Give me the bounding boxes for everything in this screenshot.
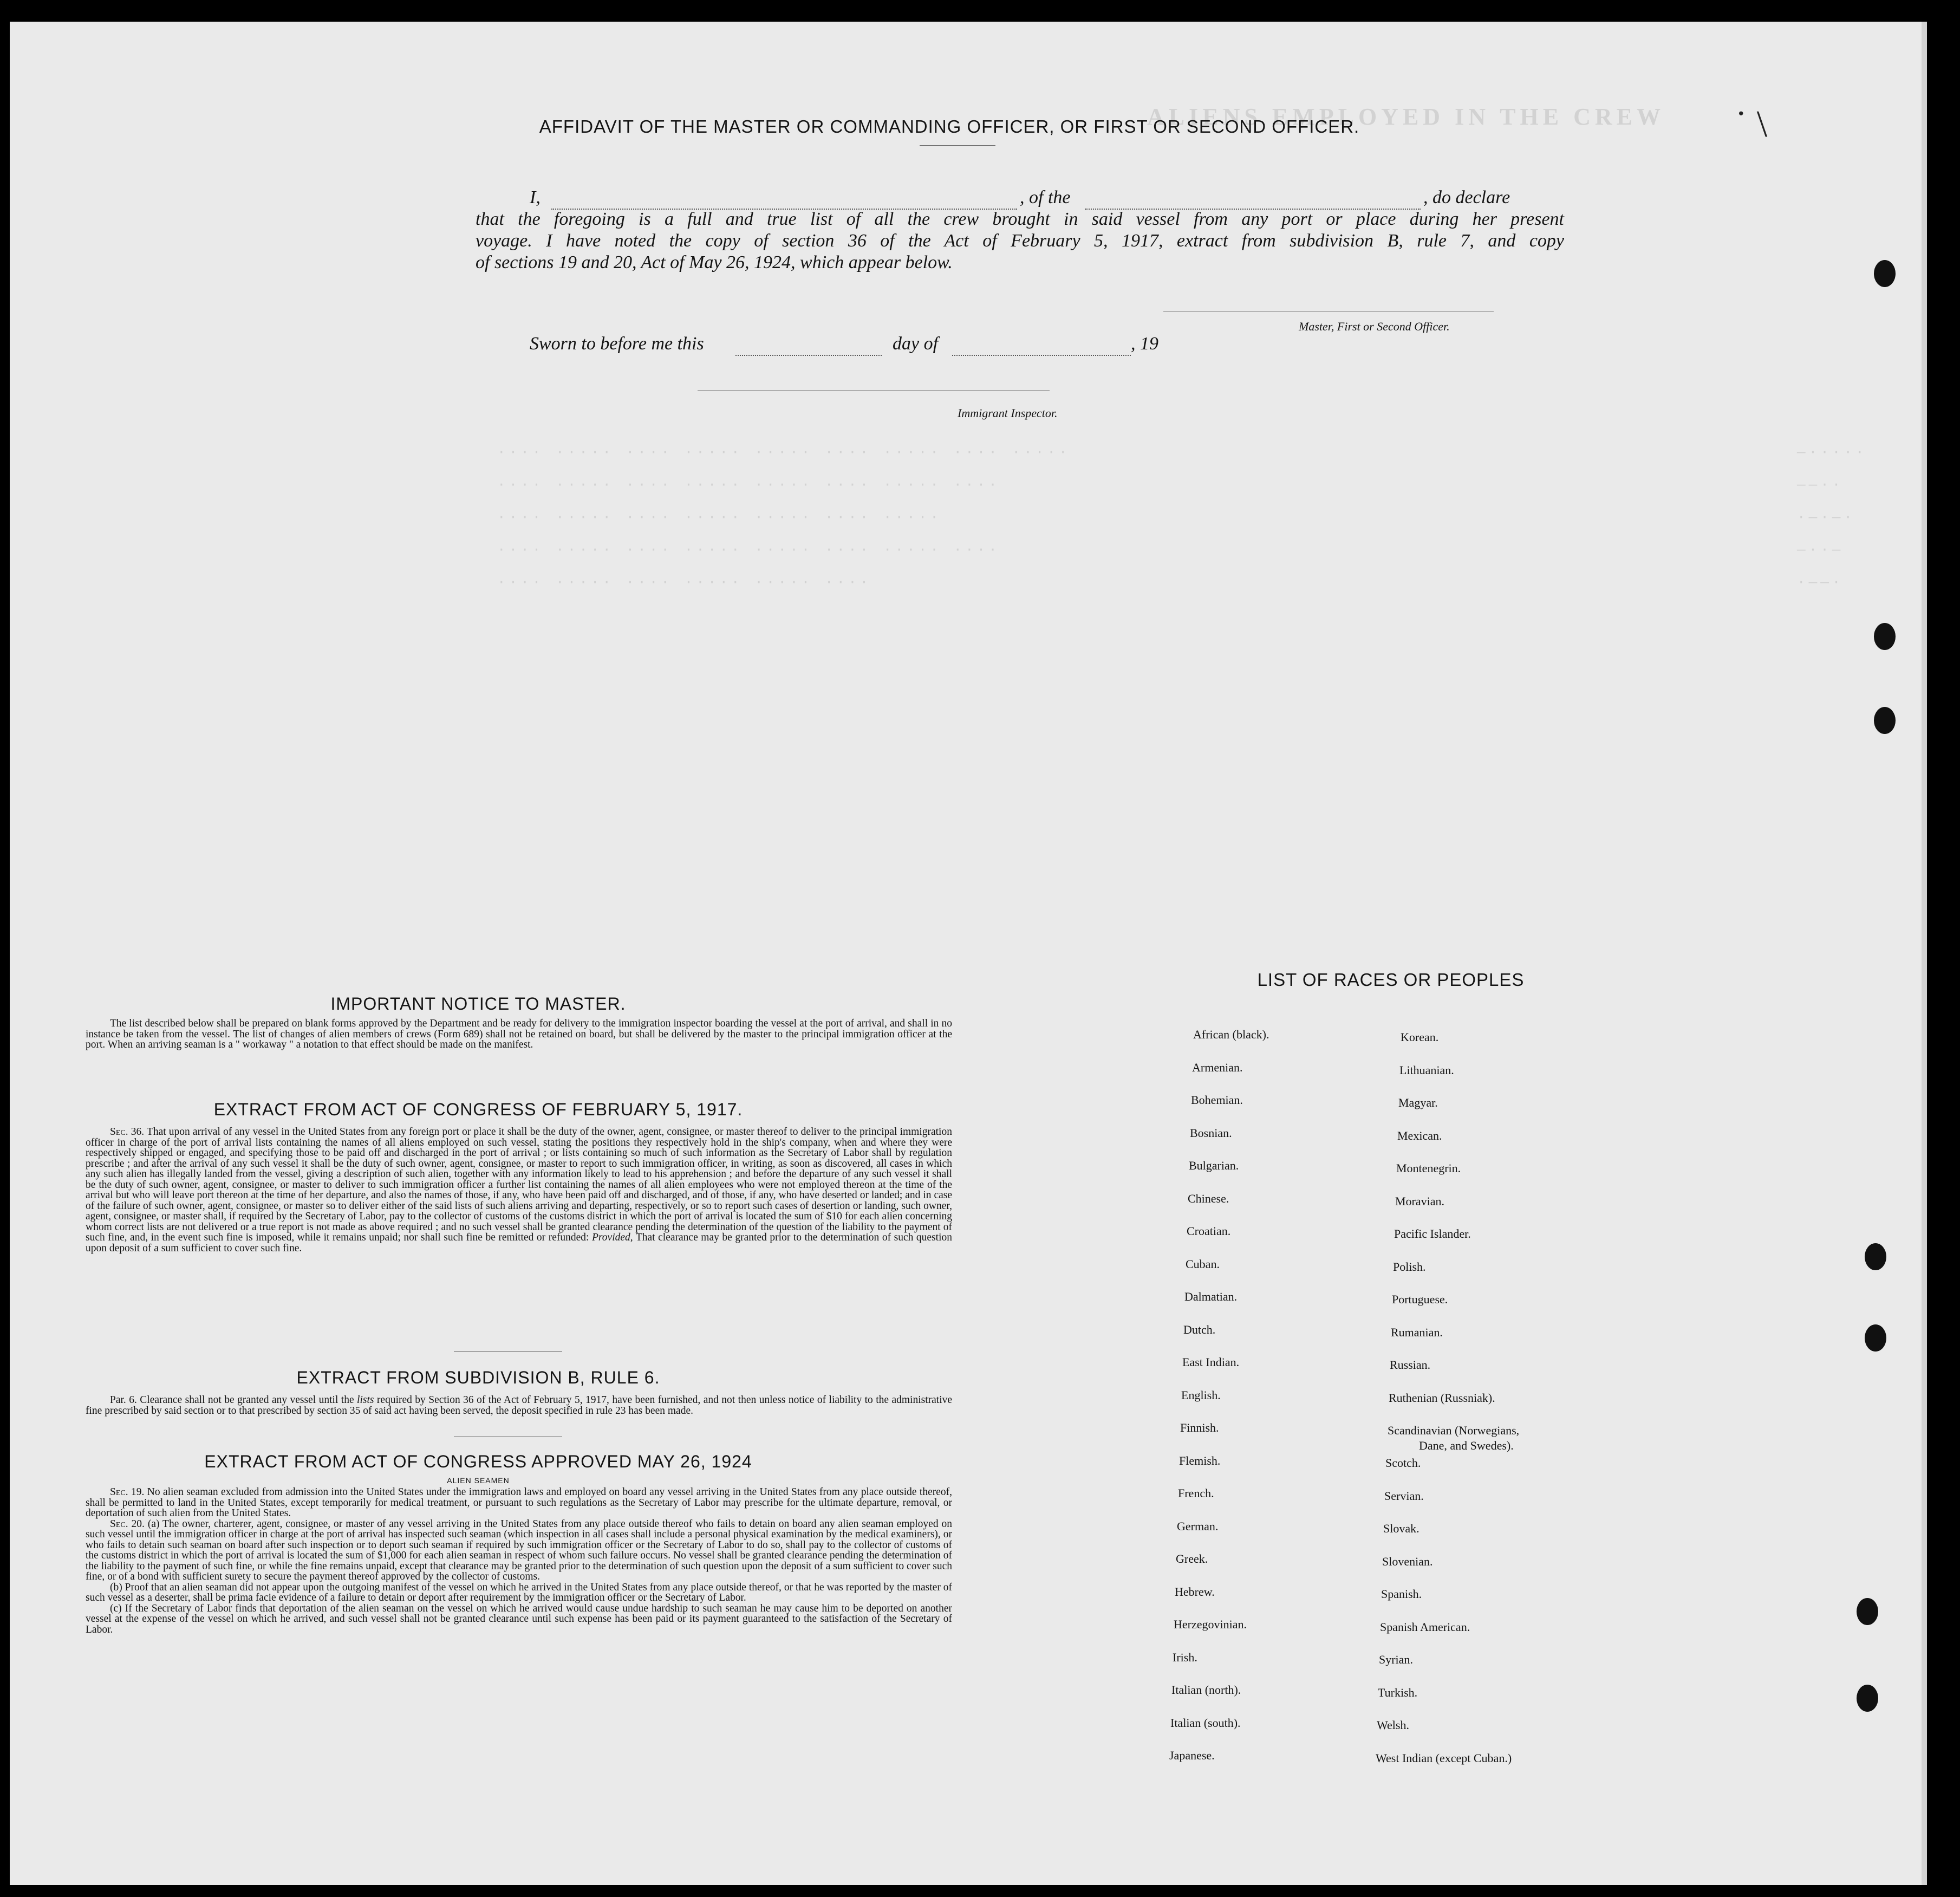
race-item: Rumanian. (1391, 1325, 1443, 1339)
race-item: East Indian. (1182, 1355, 1240, 1369)
affidavit-line1-end: , do declare (1423, 187, 1510, 207)
extract-1917-title: EXTRACT FROM ACT OF CONGRESS OF FEBRUARY 5, 1917. (213, 1100, 743, 1119)
sworn-month-line[interactable] (952, 355, 1131, 356)
race-item: Italian (south). (1170, 1716, 1241, 1730)
signature-line[interactable] (1163, 311, 1494, 312)
extract-1924-title: EXTRACT FROM ACT OF CONGRESS APPROVED MAY 26, 1924 (204, 1452, 752, 1471)
race-item: Slovak. (1383, 1522, 1419, 1535)
sec36-label: Sec. 36. (110, 1126, 145, 1138)
sec20c-text: (c) If the Secretary of Labor finds that deportation of the alien seaman on the vessel on which he arrived would cause undue hardship to such seaman he may cause him to be deported on another vessel at the expense of the vessel on which he arrived, and such vessel shall not be granted clearance until such expense has been paid or its payment guaranteed to the satisfaction of the Secretary of Labor. (86, 1602, 952, 1635)
rule6-body (86, 1395, 952, 1416)
race-item: Bulgarian. (1189, 1159, 1239, 1172)
handwritten-mark: ˙ \ (1735, 103, 1768, 145)
sworn-prefix: Sworn to before me this (530, 334, 704, 354)
bleed-through: ALIENS EMPLOYED IN THE CREW (1147, 103, 1665, 130)
race-item: French. (1178, 1486, 1214, 1500)
race-item: Spanish American. (1380, 1620, 1470, 1634)
rule6-text-a: Par. 6. Clearance shall not be granted any vessel until the (110, 1394, 354, 1406)
manifest-sheet: ALIENS EMPLOYED IN THE CREW —····· ——·· ·—·—· —··— ·——· ···· ····· ···· ····· ····· ···· ····· ···· ····· ···· ····· ···· ····· ····· ···· ····· ···· ···· ····· ···· ····· ····· ···· ····· ···· ····· ···· ····· ····· ···· ····· ···· ···· ····· ···· ····· ····· ···· AFFIDAVIT OF THE MASTER OR COMMANDING OFFICER, OR FIRST OR SECOND OFFICER. I, , of the , do declare that the foregoing is a full and true list of all the crew brought in said vessel from any port or place during her present voyage. I have noted the copy of section 36 of the Act of February 5, 1917, extract from subdivision B, rule 7, and copy of sections 19 and 20, Act of May 26, 1924, which appear below. Master, First or Second Officer. Sworn to before me this day of , 19 Immigrant Inspector. IMPORTANT NOTICE TO MASTER. The list described below shall be prepared on blank forms approved by the Department and be ready for delivery to the immigration inspector boarding the vessel at the port of arrival, and shall in no instance be taken from the vessel. The list of changes of alien members of crews (Form 689) shall not be retained on board, but shall be delivered by the master to the principal immigration officer at the port. When an arriving seaman is a " workaway " a notation to that effect should be made on the manifest. EXTRACT FROM ACT OF CONGRESS OF FEBRUARY 5, 1917. Sec. 36. That upon arrival of any vessel in the United States from any foreign port or place it shall be the duty of the owner, agent, consignee, or master thereof to deliver to the principal immigration officer in charge of the port of arrival lists containing the names of all aliens employed on such vessel, stating the positions they respectively hold in the ship's company, when and where they were respectively shipped or engaged, and specifying those to be paid off and discharged in the port of arrival ; or lists containing so much of such information as the Secretary of Labor shall by regulation prescribe ; and after the arrival of any such vessel it shall be the duty of such owner, agent, consignee, or master to report to such immigration officer, in writing, as soon as discovered, all cases in which any such alien has illegally landed from the vessel, giving a description of such alien, together with any information likely to lead to his apprehension ; and before the departure of any such vessel it shall be the duty of such owner, agent, consignee, or master to deliver to such immigration officer a further list containing the names of all alien employees who were not employed thereon at the time of the arrival but who will leave port thereon at the time of her departure, and also the names of those, if any, who have been paid off and discharged, and of those, if any, who have deserted or landed; and in case of the failure of such owner, agent, consignee, or master so to deliver either of the said lists of such aliens arriving and departing, respectively, or so to report such cases of desertion or landing, such owner, agent, consignee, or master shall, if required by the Secretary of Labor, pay to the collector of customs of the customs district in which the port of arrival is located the sum of $10 for each alien concerning whom correct lists are not delivered or a true report is not made as above required ; and no such vessel shall be granted clearance pending the determination of the question of the liability to the payment of such fine, and, in the event such fine is imposed, while it remains unpaid; nor shall such fine be remitted or refunded: Provided, That clearance may be granted prior to the determination of such question upon deposit of a sum sufficient to cover such fine. EXTRACT FROM SUBDIVISION B, RULE 6. Par. 6. Clearance shall not be granted any vessel until the lists required by Section 36 of the Act of February 5, 1917, have been furnished, and not then unless notice of liability to the administrative fine prescribed by said section or to that prescribed by section 35 of said act having been served, the deposit specified in rule 23 has been made. EXTRACT FROM ACT OF CONGRESS APPROVED MAY 26, 1924 ALIEN SEAMEN Sec. 19. No alien seaman excluded from admission into the United States under the immigration laws and employed on board any vessel arriving in the United States from any place outside thereof, shall be permitted to land in the United States, except temporarily for medical treatment, or pursuant to such regulations as the Secretary of Labor may prescribe for the ultimate departure, removal, or deportation of such alien from the United States. Sec. 20. (a) The owner, charterer, agent, consignee, or master of any vessel arriving in the United States from any place outside thereof who fails to detain on board any alien seaman employed on such vessel until the immigration officer in charge at the port of arrival has inspected such seaman (which inspection in all cases shall include a personal physical examination by the medical examiners), or who fails to detain such seaman on board after such inspection or to deport such seaman if required by such immigration officer or the Secretary of Labor to do so, shall pay to the collector of customs of the customs district in which the port of arrival is located the sum of $1,000 for each alien seaman in respect of whom such failure occurs. No vessel shall be granted clearance pending the determination of the liability to the payment of such fine, or while the fine remains unpaid, except that clearance may be granted prior to the determination of such question upon the deposit of a sum sufficient to cover such fine, or of a bond with sufficient surety to secure the payment thereof approved by the collector of customs. (b) Proof that an alien seaman did not appear upon the outgoing manifest of the vessel on which he arrived in the United States from any place outside thereof, or that he was reported by the master of such vessel as a deserter, shall be prima facie evidence of a failure to detain or deport after requirement by the immigration officer or the Secretary of Labor. (c) If the Secretary of Labor finds that deportation of the alien seaman on the vessel on which he arrived would cause undue hardship to such seaman he may cause him to be deported on another vessel at the expense of the vessel on which he arrived, and such vessel shall not be granted clearance until such expense has been paid or its payment guaranteed to the satisfaction of the Secretary of Labor. LIST OF RACES OR PEOPLES African (black). Armenian. Bohemian. Bosnian. Bulgarian. Chinese. Croatian. Cuban. Dalmatian. Dutch. East Indian. English. Finnish. Flemish. French. German. Greek. Hebrew. Herzegovinian. Irish. Italian (north). Italian (south). Japanese. Korean. Lithuanian. Magyar. Mexican. Montenegrin. Moravian. Pacific Islander. Polish. Portuguese. Rumanian. Russian. Ruthenian (Russniak). Scandinavian (Norwegians, Dane, and Swedes). Scotch. Servian. Slovak. Slovenian. Spanish. Spanish American. Syrian. Turkish. Welsh. West Indian (except Cuban.) ˙ \ (10, 22, 1927, 1885)
punch-hole (1874, 707, 1896, 734)
race-item: Moravian. (1395, 1194, 1445, 1208)
race-item: Bohemian. (1191, 1093, 1243, 1107)
race-item: Armenian. (1192, 1060, 1243, 1074)
title-underline (920, 145, 995, 146)
inspector-line[interactable] (698, 390, 1050, 391)
inspector-caption: Immigrant Inspector. (958, 406, 1058, 420)
race-item: Pacific Islander. (1394, 1227, 1471, 1240)
punch-hole (1857, 1685, 1878, 1712)
rule6-title: EXTRACT FROM SUBDIVISION B, RULE 6. (296, 1368, 660, 1387)
affidavit-line4: of sections 19 and 20, Act of May 26, 1924, which appear below. (476, 252, 953, 272)
race-item: Hebrew. (1175, 1584, 1215, 1599)
affidavit-title: AFFIDAVIT OF THE MASTER OR COMMANDING OFFICER, OR FIRST OR SECOND OFFICER. (539, 116, 1360, 137)
race-item: Herzegovinian. (1174, 1617, 1247, 1631)
sec19-label: Sec. 19. (110, 1486, 145, 1498)
punch-hole (1857, 1598, 1878, 1625)
race-item: Dane, and Swedes). (1419, 1439, 1514, 1452)
extract-1924-body (86, 1487, 952, 1635)
notice-paragraph: The list described below shall be prepared on blank forms approved by the Department and be ready for delivery to the immigration inspector boarding the vessel at the port of arrival, and shall in no instance be taken from the vessel. The list of changes of alien members of crews (Form 689) shall not be retained on board, but shall be delivered by the master to the principal immigration officer at the port. When an arriving seaman is a " workaway " a notation to that effect should be made on the manifest. (86, 1018, 952, 1050)
sec36-text: That upon arrival of any vessel in the United States from any foreign port or place it shall be the duty of the owner, agent, consignee, or master thereof to deliver to the principal immigration officer in charge of the port of arrival lists containing the names of all aliens employed on such vessel, stating the positions they respectively hold in the ship's company, when and where they were respectively shipped or engaged, and specifying those to be paid off and discharged in the port of arrival ; or lists containing so much of such information as the Secretary of Labor shall by regulation prescribe ; and after the arrival of any such vessel it shall be the duty of such owner, agent, consignee, or master to report to such immigration officer, in writing, as soon as discovered, all cases in which any such alien has illegally landed from the vessel, giving a description of such alien, together with any information likely to lead to his apprehension ; and before the departure of any such vessel it shall be the duty of such owner, agent, consignee, or master to deliver to such immigration officer a further list containing the names of all alien employees who were not employed thereon at the time of the arrival but who will leave port thereon at the time of her departure, and also the names of those, if any, who have been paid off and discharged, and of those, if any, who have deserted or landed; and in case of the failure of such owner, agent, consignee, or master so to deliver either of the said lists of such aliens arriving and departing, respectively, or so to report such cases of desertion or landing, such owner, agent, consignee, or master shall, if required by the Secretary of Labor, pay to the collector of customs of the customs district in which the port of arrival is located the sum of $10 for each alien concerning whom correct lists are not delivered or a true report is not made as above required ; and no such vessel shall be granted clearance pending the determination of the question of the liability to the payment of such fine, and, in the event such fine is imposed, while it remains unpaid; nor shall such fine be remitted or refunded: (86, 1126, 952, 1243)
race-item: Russian. (1390, 1358, 1431, 1372)
sworn-day-line[interactable] (735, 355, 882, 356)
race-item: Montenegrin. (1396, 1161, 1461, 1175)
notice-body (86, 1018, 952, 1050)
race-item: Lithuanian. (1399, 1063, 1454, 1077)
race-item: Italian (north). (1171, 1683, 1241, 1697)
proviso-word: Provided, (592, 1232, 633, 1243)
race-item: Turkish. (1378, 1685, 1418, 1699)
sec19-text: No alien seaman excluded from admission into the United States under the immigration laws and employed on board any vessel arriving in the United States from any place outside thereof, shall be permitted to land in the United States, except temporarily for medical treatment, or pursuant to such regulations as the Secretary of Labor may prescribe for the ultimate departure, removal, or deportation of such alien from the United States. (86, 1486, 952, 1519)
extract-1917-body (86, 1127, 952, 1253)
sec20a-text: (a) The owner, charterer, agent, consignee, or master of any vessel arriving in the United States from any place outside thereof who fails to detain on board any alien seaman employed on such vessel until the immigration officer in charge at the port of arrival has inspected such seaman (which inspection in all cases shall include a personal physical examination by the medical examiners), or who fails to detain such seaman on board after such inspection or to deport such seaman if required by such immigration officer or the Secretary of Labor to do so, shall pay to the collector of customs of the customs district in which the port of arrival is located the sum of $1,000 for each alien seaman in respect of whom such failure occurs. No vessel shall be granted clearance pending the determination of the liability to the payment of such fine, or while the fine remains unpaid, except that clearance may be granted prior to the determination of such question upon the deposit of a sum sufficient to cover such fine, or of a bond with sufficient surety to secure the payment thereof approved by the collector of customs. (86, 1518, 952, 1582)
race-item: Syrian. (1379, 1653, 1413, 1666)
alien-seamen-subtitle: ALIEN SEAMEN (447, 1476, 510, 1485)
race-item: Polish. (1393, 1259, 1426, 1274)
race-item: Cuban. (1186, 1257, 1220, 1271)
race-item: Finnish. (1180, 1421, 1219, 1434)
races-title: LIST OF RACES OR PEOPLES (1257, 970, 1525, 990)
affidavit-line3: voyage. I have noted the copy of section 36 of the Act of February 5, 1917, extract from subdivision B, rule 7, and copy (476, 231, 1564, 251)
punch-hole (1865, 1324, 1886, 1352)
affidavit-line1-prefix: I, (530, 187, 541, 207)
punch-hole (1865, 1243, 1886, 1270)
race-item: Magyar. (1398, 1096, 1438, 1109)
race-item: Mexican. (1397, 1128, 1442, 1142)
race-item: Scotch. (1385, 1456, 1421, 1470)
race-item: Dutch. (1183, 1322, 1216, 1336)
sworn-mid: day of (893, 334, 939, 354)
race-item: Bosnian. (1190, 1126, 1232, 1140)
race-item: Croatian. (1187, 1224, 1231, 1238)
punch-hole (1874, 623, 1896, 650)
race-item: German. (1177, 1519, 1219, 1533)
race-item: Flemish. (1179, 1453, 1221, 1467)
race-item: West Indian (except Cuban.) (1376, 1751, 1512, 1765)
race-item: Ruthenian (Russniak). (1389, 1391, 1495, 1405)
race-item: Slovenian. (1382, 1554, 1433, 1568)
sworn-year: , 19 (1131, 334, 1158, 354)
race-item: Greek. (1176, 1552, 1208, 1565)
race-item: English. (1181, 1388, 1221, 1402)
sec20b-text: (b) Proof that an alien seaman did not appear upon the outgoing manifest of the vessel on which he arrived in the United States from any place outside thereof, or that he was reported by the master of such vessel as a deserter, shall be prima facie evidence of a failure to detain or deport after requirement by the immigration officer or the Secretary of Labor. (86, 1581, 952, 1603)
race-item: Spanish. (1381, 1587, 1422, 1601)
race-item: Irish. (1173, 1650, 1197, 1664)
race-item: Dalmatian. (1184, 1290, 1238, 1303)
notice-title: IMPORTANT NOTICE TO MASTER. (330, 994, 626, 1014)
proviso-text: That clearance may be granted prior to the determination of such question upon deposit of a sum sufficient to cover such fine. (86, 1232, 952, 1254)
affidavit-line2: that the foregoing is a full and true list of all the crew brought in said vessel from any port or place during her present (476, 209, 1564, 229)
race-item: Chinese. (1188, 1191, 1229, 1205)
sec20-label: Sec. 20. (110, 1518, 145, 1530)
punch-hole (1874, 260, 1896, 287)
race-item: Servian. (1384, 1489, 1424, 1503)
affidavit-line1-mid: , of the (1020, 187, 1071, 207)
race-item: Portuguese. (1392, 1292, 1448, 1306)
signature-caption: Master, First or Second Officer. (1299, 320, 1450, 333)
rule6-text-b: required by Section 36 of the Act of February 5, 1917, have been furnished, and not then unless notice of liability to the administrative fine prescribed by said section or to that prescribed by section 35 of said act having been served, the deposit specified in rule 23 has been made. (86, 1394, 953, 1417)
race-item: Welsh. (1377, 1718, 1409, 1732)
race-item: African (black). (1193, 1028, 1269, 1041)
race-item: Korean. (1401, 1030, 1439, 1044)
rule6-lists: lists (357, 1394, 374, 1406)
race-item: Japanese. (1169, 1749, 1215, 1762)
race-item: Scandinavian (Norwegians, (1388, 1424, 1520, 1437)
